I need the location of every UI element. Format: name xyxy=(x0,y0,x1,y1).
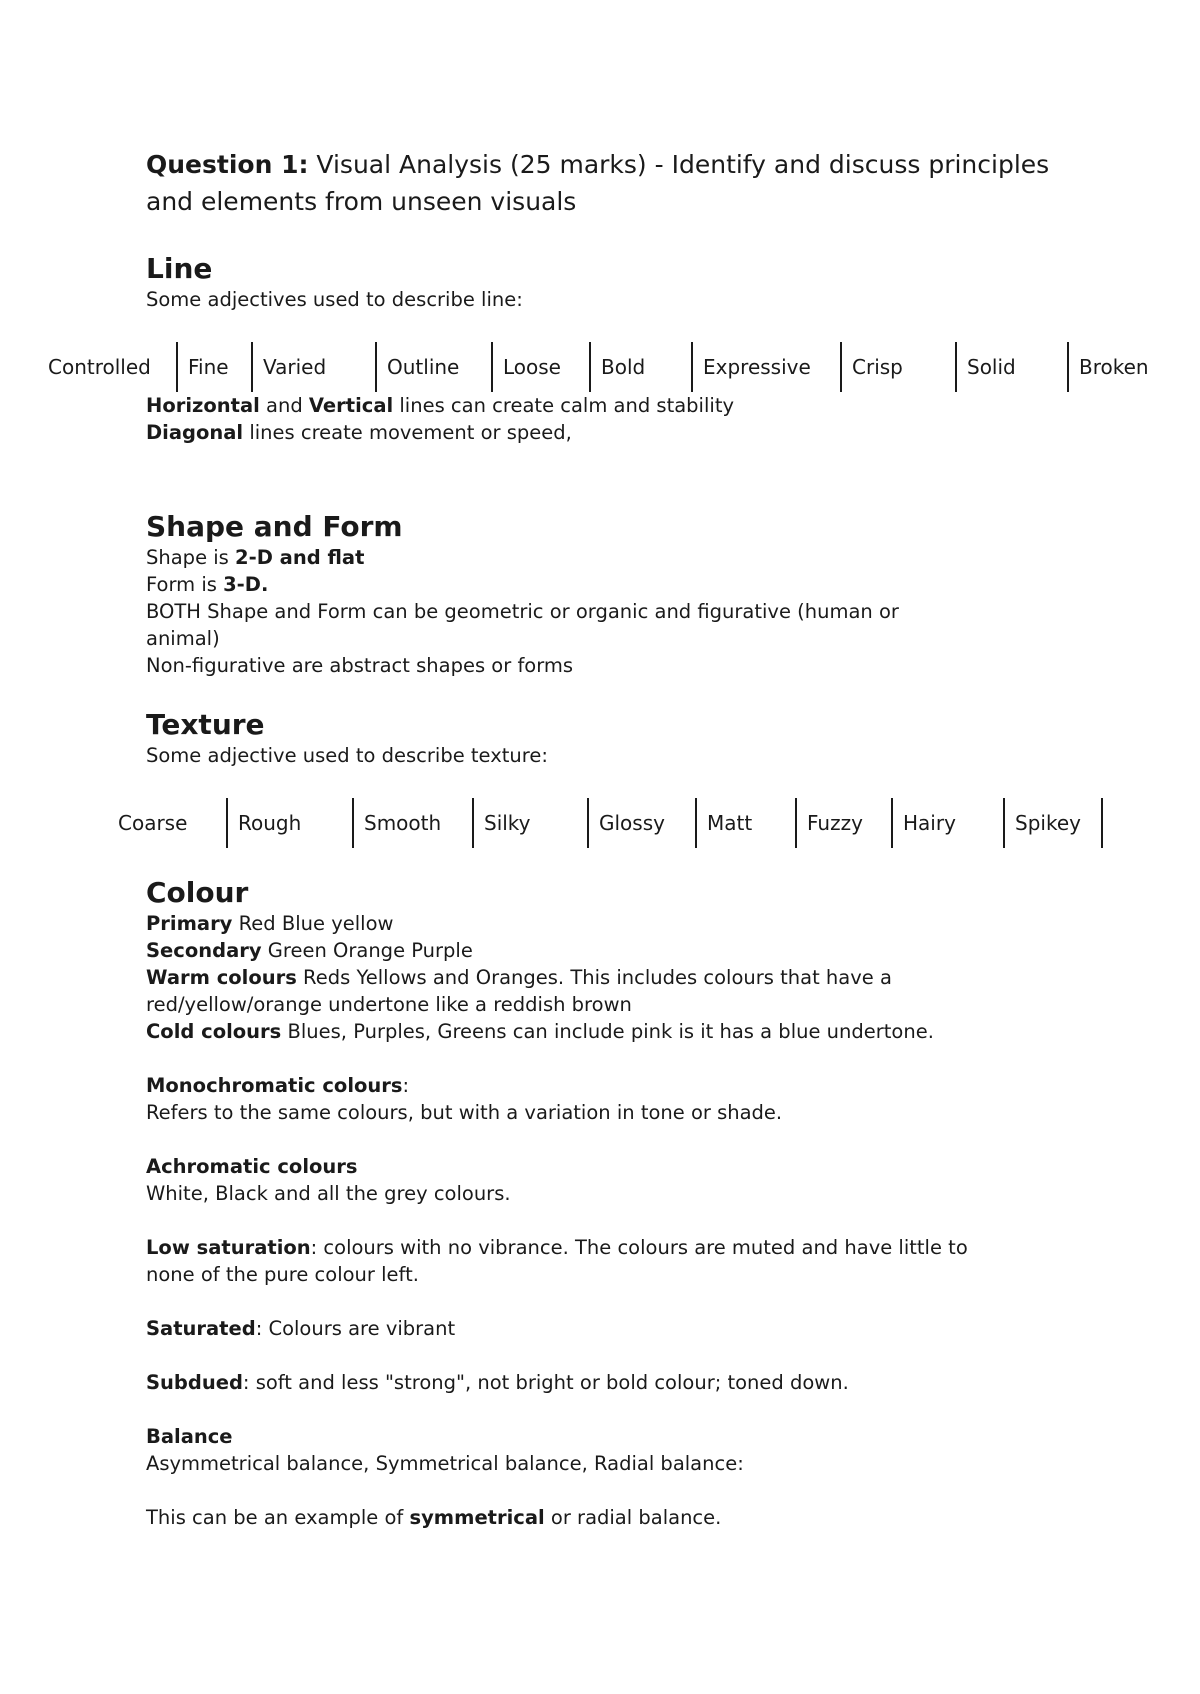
example-text-end: or radial balance. xyxy=(544,1506,722,1529)
texture-adjective: Silky xyxy=(472,798,587,848)
shape-form-both: BOTH Shape and Form can be geometric or organic and figurative (human or xyxy=(146,600,899,623)
colour-section xyxy=(146,876,1076,1531)
example-text: This can be an example of xyxy=(146,1506,410,1529)
cold-text: Blues, Purples, Greens can include pink is it has a blue undertone. xyxy=(281,1020,934,1043)
line-adjective: Expressive xyxy=(691,342,840,392)
mono-heading xyxy=(146,1072,1076,1099)
line-section xyxy=(146,252,1076,313)
term-achromatic: Achromatic colours xyxy=(146,1155,358,1178)
texture-adjective: Coarse xyxy=(118,811,188,835)
term-horizontal: Horizontal xyxy=(146,394,260,417)
achro-text: White, Black and all the grey colours. xyxy=(146,1182,511,1205)
warm-line-cont: red/yellow/orange undertone like a reddish brown xyxy=(146,993,632,1016)
shape-term: 2-D and flat xyxy=(235,546,365,569)
connector-text: and xyxy=(259,394,309,417)
primary-text: Red Blue yellow xyxy=(232,912,394,935)
shape-section xyxy=(146,510,1076,679)
primary-line xyxy=(146,910,1076,937)
line-intro: Some adjectives used to describe line: xyxy=(146,288,523,311)
texture-adjectives-row xyxy=(118,798,1103,848)
shape-form-both-cont: animal) xyxy=(146,627,220,650)
line-heading: Line xyxy=(146,252,213,285)
colour-heading: Colour xyxy=(146,876,249,909)
term-cold: Cold colours xyxy=(146,1020,282,1043)
term-symmetrical: symmetrical xyxy=(409,1506,545,1529)
texture-adjective: Hairy xyxy=(891,798,1003,848)
term-monochromatic: Monochromatic colours xyxy=(146,1074,403,1097)
line-note-horizontal-vertical xyxy=(146,392,1076,419)
line-adjective: Crisp xyxy=(840,342,955,392)
question-text: Visual Analysis (25 marks) - Identify and discuss principles xyxy=(308,150,1050,179)
balance-example xyxy=(146,1504,1076,1531)
line-adjective: Varied xyxy=(251,342,375,392)
shape-line xyxy=(146,544,1076,571)
warm-text: Reds Yellows and Oranges. This includes colours that have a xyxy=(296,966,892,989)
secondary-line xyxy=(146,937,1076,964)
line-notes xyxy=(146,392,1076,446)
term-primary: Primary xyxy=(146,912,233,935)
texture-heading: Texture xyxy=(146,708,265,741)
term-balance: Balance xyxy=(146,1425,233,1448)
term-vertical: Vertical xyxy=(308,394,394,417)
line-adjective: Controlled xyxy=(48,355,151,379)
line-note-text: lines can create calm and stability xyxy=(393,394,734,417)
saturated-line xyxy=(146,1315,1076,1342)
balance-text: Asymmetrical balance, Symmetrical balance, Radial balance: xyxy=(146,1452,744,1475)
shape-text: Shape is xyxy=(146,546,236,569)
line-adjective: Outline xyxy=(375,342,491,392)
low-saturation-text: : colours with no vibrance. The colours are muted and have little to xyxy=(310,1236,968,1259)
texture-intro: Some adjective used to describe texture: xyxy=(146,744,548,767)
saturated-text: : Colours are vibrant xyxy=(255,1317,456,1340)
texture-adjective: Glossy xyxy=(587,798,695,848)
subdued-line xyxy=(146,1369,1076,1396)
low-saturation-line xyxy=(146,1234,1076,1261)
subdued-text: : soft and less "strong", not bright or bold colour; toned down. xyxy=(242,1371,849,1394)
line-adjective: Broken xyxy=(1067,342,1167,392)
texture-adjective: Smooth xyxy=(352,798,472,848)
mono-text: Refers to the same colours, but with a variation in tone or shade. xyxy=(146,1101,783,1124)
texture-adjective: Rough xyxy=(226,798,352,848)
cold-line xyxy=(146,1018,1076,1045)
secondary-text: Green Orange Purple xyxy=(261,939,473,962)
question-text-line2: and elements from unseen visuals xyxy=(146,187,577,216)
term-saturated: Saturated xyxy=(146,1317,256,1340)
mono-colon: : xyxy=(402,1074,410,1097)
form-term: 3-D. xyxy=(223,573,269,596)
line-adjective: Loose xyxy=(491,342,589,392)
texture-adjective: Matt xyxy=(695,798,795,848)
line-note-diagonal xyxy=(146,419,1076,446)
question-heading xyxy=(146,146,1076,220)
term-low-saturation: Low saturation xyxy=(146,1236,311,1259)
texture-adjective: Spikey xyxy=(1003,798,1103,848)
texture-section xyxy=(146,708,1076,769)
form-text: Form is xyxy=(146,573,224,596)
question-label: Question 1: xyxy=(146,150,309,179)
line-adjective: Solid xyxy=(955,342,1067,392)
line-adjective: Fine xyxy=(176,342,251,392)
line-adjective: Bold xyxy=(589,342,691,392)
term-subdued: Subdued xyxy=(146,1371,243,1394)
term-secondary: Secondary xyxy=(146,939,262,962)
term-diagonal: Diagonal xyxy=(146,421,244,444)
texture-adjective: Fuzzy xyxy=(795,798,891,848)
line-adjectives-row xyxy=(48,342,1167,392)
form-line xyxy=(146,571,1076,598)
balance-heading xyxy=(146,1423,1076,1450)
term-warm: Warm colours xyxy=(146,966,297,989)
achro-heading xyxy=(146,1153,1076,1180)
shape-heading: Shape and Form xyxy=(146,510,403,543)
warm-line xyxy=(146,964,1076,991)
low-saturation-cont: none of the pure colour left. xyxy=(146,1263,419,1286)
non-figurative-line: Non-figurative are abstract shapes or forms xyxy=(146,654,574,677)
line-note-text: lines create movement or speed, xyxy=(243,421,572,444)
